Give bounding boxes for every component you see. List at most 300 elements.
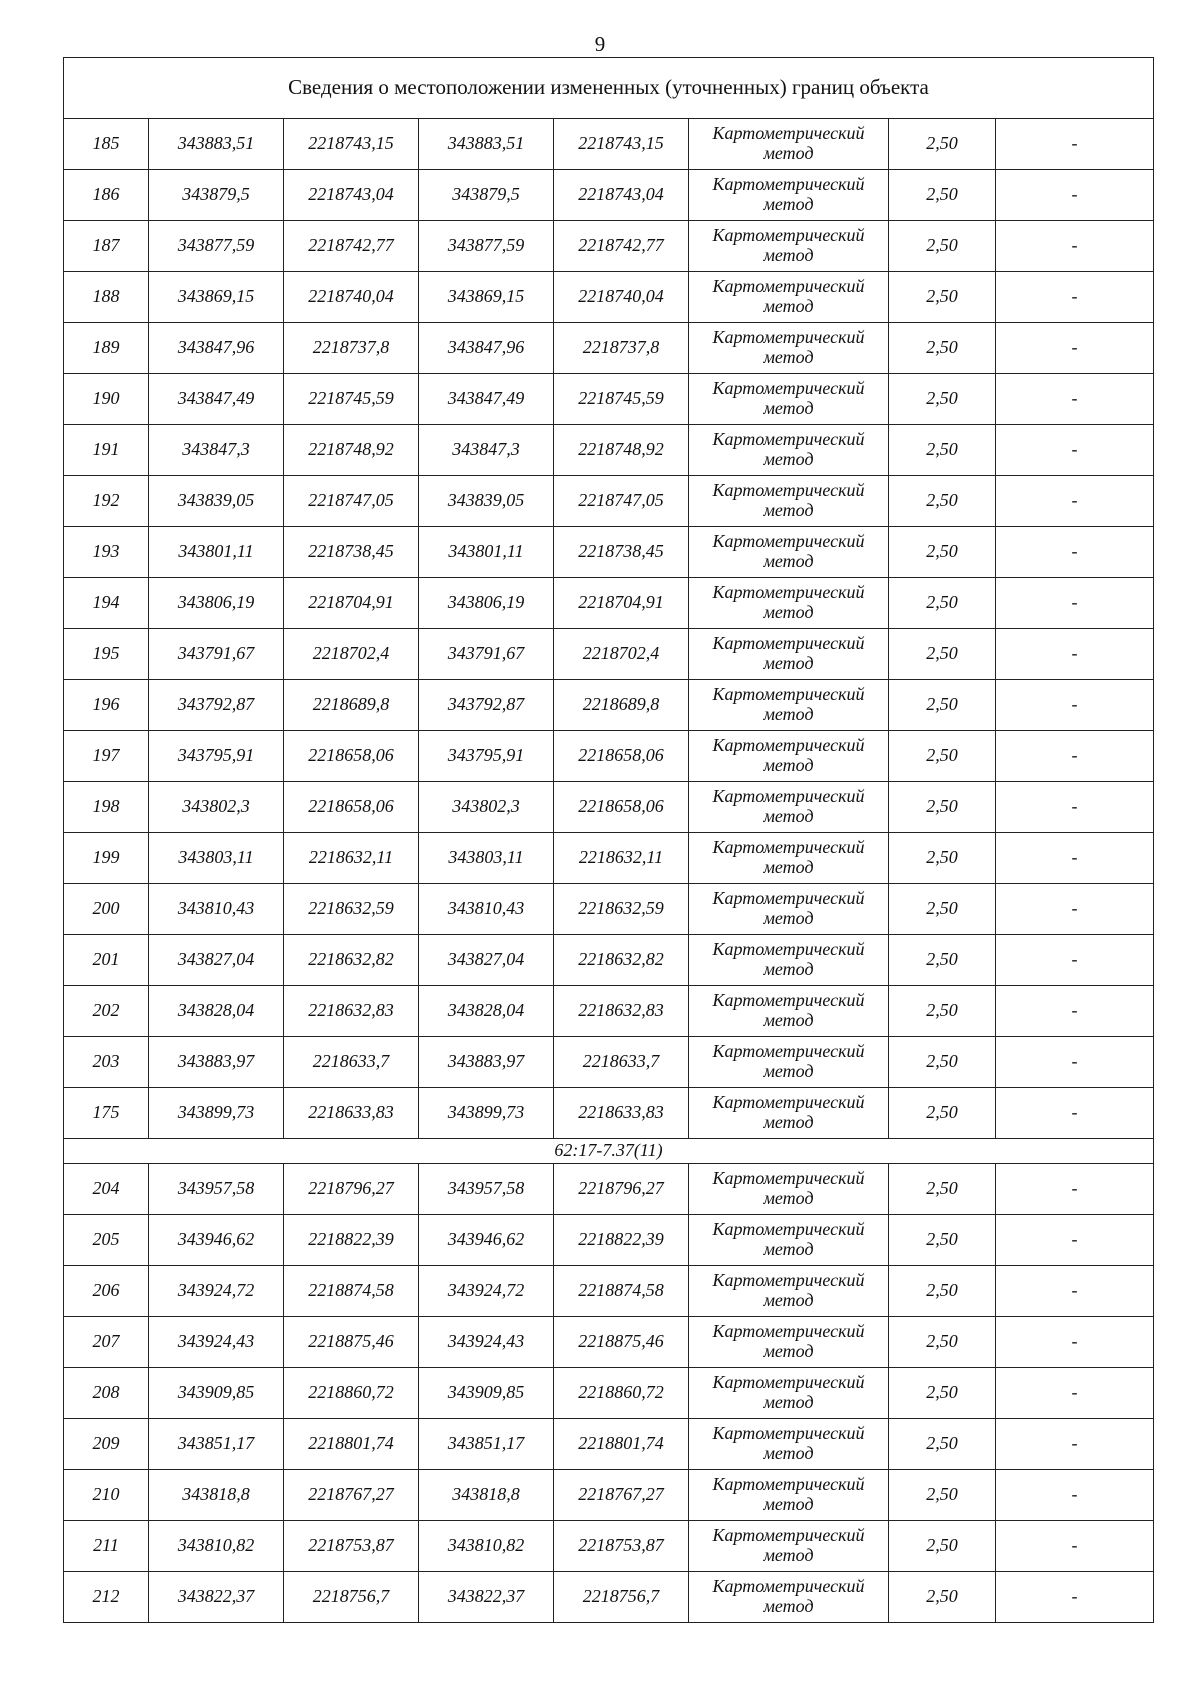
- point-number-cell: 186: [64, 170, 149, 221]
- method-line-1: Картометрический: [712, 1219, 865, 1240]
- method-line-1: Картометрический: [712, 1168, 865, 1189]
- y-existing-cell: 2218702,4: [284, 629, 419, 680]
- point-number-cell: 192: [64, 476, 149, 527]
- x-new-cell: 343803,11: [419, 833, 554, 884]
- point-number-cell: 204: [64, 1164, 149, 1215]
- x-new-cell: 343946,62: [419, 1215, 554, 1266]
- table-row: [64, 323, 1154, 374]
- method-line-1: Картометрический: [712, 174, 865, 195]
- table-row: [64, 1088, 1154, 1139]
- point-number-cell: 195: [64, 629, 149, 680]
- x-existing-cell: 343869,15: [149, 272, 284, 323]
- table-row: [64, 1317, 1154, 1368]
- method-line-2: метод: [763, 1188, 814, 1208]
- y-new-cell: 2218632,59: [554, 884, 689, 935]
- x-new-cell: 343827,04: [419, 935, 554, 986]
- x-new-cell: 343822,37: [419, 1572, 554, 1623]
- precision-cell: 2,50: [889, 578, 996, 629]
- method-cell: [689, 680, 889, 731]
- x-new-cell: 343883,51: [419, 119, 554, 170]
- x-new-cell: 343802,3: [419, 782, 554, 833]
- y-new-cell: 2218874,58: [554, 1266, 689, 1317]
- precision-cell: 2,50: [889, 629, 996, 680]
- point-number-cell: 206: [64, 1266, 149, 1317]
- x-existing-cell: 343801,11: [149, 527, 284, 578]
- method-line-1: Картометрический: [712, 429, 865, 450]
- note-cell: -: [996, 221, 1154, 272]
- table-row: [64, 629, 1154, 680]
- method-line-2: метод: [763, 500, 814, 520]
- method-line-1: Картометрический: [712, 123, 865, 144]
- precision-cell: 2,50: [889, 1368, 996, 1419]
- method-cell: [689, 1215, 889, 1266]
- y-existing-cell: 2218742,77: [284, 221, 419, 272]
- method-line-1: Картометрический: [712, 1372, 865, 1393]
- y-new-cell: 2218822,39: [554, 1215, 689, 1266]
- y-existing-cell: 2218658,06: [284, 782, 419, 833]
- x-existing-cell: 343792,87: [149, 680, 284, 731]
- method-line-1: Картометрический: [712, 1270, 865, 1291]
- note-cell: -: [996, 680, 1154, 731]
- table-row: [64, 731, 1154, 782]
- method-line-1: Картометрический: [712, 225, 865, 246]
- x-existing-cell: 343879,5: [149, 170, 284, 221]
- y-existing-cell: 2218745,59: [284, 374, 419, 425]
- precision-cell: 2,50: [889, 374, 996, 425]
- note-cell: -: [996, 782, 1154, 833]
- x-new-cell: 343883,97: [419, 1037, 554, 1088]
- precision-cell: 2,50: [889, 1037, 996, 1088]
- y-new-cell: 2218632,83: [554, 986, 689, 1037]
- y-new-cell: 2218633,83: [554, 1088, 689, 1139]
- y-new-cell: 2218738,45: [554, 527, 689, 578]
- table-row: [64, 374, 1154, 425]
- method-line-1: Картометрический: [712, 1525, 865, 1546]
- method-line-1: Картометрический: [712, 684, 865, 705]
- method-cell: [689, 884, 889, 935]
- method-cell: [689, 1088, 889, 1139]
- y-existing-cell: 2218743,15: [284, 119, 419, 170]
- precision-cell: 2,50: [889, 476, 996, 527]
- method-line-2: метод: [763, 602, 814, 622]
- y-new-cell: 2218743,15: [554, 119, 689, 170]
- x-existing-cell: 343924,72: [149, 1266, 284, 1317]
- method-cell: [689, 1317, 889, 1368]
- method-cell: [689, 476, 889, 527]
- precision-cell: 2,50: [889, 884, 996, 935]
- method-line-1: Картометрический: [712, 480, 865, 501]
- table-row: [64, 476, 1154, 527]
- x-existing-cell: 343791,67: [149, 629, 284, 680]
- y-existing-cell: 2218747,05: [284, 476, 419, 527]
- method-line-2: метод: [763, 551, 814, 571]
- point-number-cell: 197: [64, 731, 149, 782]
- x-new-cell: 343810,82: [419, 1521, 554, 1572]
- point-number-cell: 207: [64, 1317, 149, 1368]
- x-new-cell: 343828,04: [419, 986, 554, 1037]
- note-cell: -: [996, 425, 1154, 476]
- section-header-row: [64, 1139, 1154, 1164]
- table-body: [64, 58, 1154, 1623]
- method-cell: [689, 731, 889, 782]
- y-existing-cell: 2218689,8: [284, 680, 419, 731]
- note-cell: -: [996, 1419, 1154, 1470]
- method-cell: [689, 986, 889, 1037]
- y-existing-cell: 2218796,27: [284, 1164, 419, 1215]
- y-new-cell: 2218748,92: [554, 425, 689, 476]
- point-number-cell: 205: [64, 1215, 149, 1266]
- y-new-cell: 2218704,91: [554, 578, 689, 629]
- note-cell: -: [996, 629, 1154, 680]
- method-cell: [689, 1521, 889, 1572]
- note-cell: -: [996, 1266, 1154, 1317]
- note-cell: -: [996, 1572, 1154, 1623]
- point-number-cell: 201: [64, 935, 149, 986]
- cadastral-number: 62:17-7.37(11): [64, 1139, 1154, 1164]
- method-cell: [689, 527, 889, 578]
- precision-cell: 2,50: [889, 425, 996, 476]
- precision-cell: 2,50: [889, 119, 996, 170]
- method-line-1: Картометрический: [712, 990, 865, 1011]
- method-line-2: метод: [763, 1443, 814, 1463]
- table-row: [64, 1037, 1154, 1088]
- point-number-cell: 196: [64, 680, 149, 731]
- table-row: [64, 986, 1154, 1037]
- y-existing-cell: 2218633,83: [284, 1088, 419, 1139]
- method-line-2: метод: [763, 143, 814, 163]
- boundary-coordinates-table: [63, 57, 1154, 1623]
- x-existing-cell: 343847,96: [149, 323, 284, 374]
- method-line-2: метод: [763, 806, 814, 826]
- x-existing-cell: 343827,04: [149, 935, 284, 986]
- x-new-cell: 343909,85: [419, 1368, 554, 1419]
- table-row: [64, 527, 1154, 578]
- method-cell: [689, 119, 889, 170]
- x-existing-cell: 343946,62: [149, 1215, 284, 1266]
- precision-cell: 2,50: [889, 527, 996, 578]
- y-new-cell: 2218632,82: [554, 935, 689, 986]
- table-row: [64, 782, 1154, 833]
- note-cell: -: [996, 374, 1154, 425]
- y-new-cell: 2218753,87: [554, 1521, 689, 1572]
- table-row: [64, 935, 1154, 986]
- table-row: [64, 119, 1154, 170]
- point-number-cell: 175: [64, 1088, 149, 1139]
- method-line-1: Картометрический: [712, 531, 865, 552]
- y-new-cell: 2218767,27: [554, 1470, 689, 1521]
- precision-cell: 2,50: [889, 1521, 996, 1572]
- method-cell: [689, 1470, 889, 1521]
- table-row: [64, 170, 1154, 221]
- y-existing-cell: 2218767,27: [284, 1470, 419, 1521]
- note-cell: -: [996, 833, 1154, 884]
- method-line-2: метод: [763, 1061, 814, 1081]
- page-number: 9: [594, 32, 606, 56]
- point-number-cell: 188: [64, 272, 149, 323]
- method-line-2: метод: [763, 1392, 814, 1412]
- precision-cell: 2,50: [889, 782, 996, 833]
- y-existing-cell: 2218756,7: [284, 1572, 419, 1623]
- x-existing-cell: 343847,3: [149, 425, 284, 476]
- table-row: [64, 833, 1154, 884]
- x-new-cell: 343847,3: [419, 425, 554, 476]
- precision-cell: 2,50: [889, 1317, 996, 1368]
- y-existing-cell: 2218801,74: [284, 1419, 419, 1470]
- y-existing-cell: 2218632,11: [284, 833, 419, 884]
- note-cell: -: [996, 1037, 1154, 1088]
- y-new-cell: 2218658,06: [554, 782, 689, 833]
- method-line-1: Картометрический: [712, 1474, 865, 1495]
- method-cell: [689, 221, 889, 272]
- y-existing-cell: 2218875,46: [284, 1317, 419, 1368]
- method-line-2: метод: [763, 653, 814, 673]
- point-number-cell: 211: [64, 1521, 149, 1572]
- table-row: [64, 1215, 1154, 1266]
- method-line-2: метод: [763, 449, 814, 469]
- method-cell: [689, 1572, 889, 1623]
- y-new-cell: 2218801,74: [554, 1419, 689, 1470]
- x-new-cell: 343801,11: [419, 527, 554, 578]
- note-cell: -: [996, 935, 1154, 986]
- method-line-1: Картометрический: [712, 582, 865, 603]
- y-new-cell: 2218743,04: [554, 170, 689, 221]
- point-number-cell: 189: [64, 323, 149, 374]
- point-number-cell: 198: [64, 782, 149, 833]
- y-new-cell: 2218737,8: [554, 323, 689, 374]
- x-new-cell: 343924,43: [419, 1317, 554, 1368]
- table-title-row: [64, 58, 1154, 119]
- note-cell: -: [996, 1088, 1154, 1139]
- x-new-cell: 343851,17: [419, 1419, 554, 1470]
- y-new-cell: 2218702,4: [554, 629, 689, 680]
- x-new-cell: 343924,72: [419, 1266, 554, 1317]
- method-line-2: метод: [763, 1239, 814, 1259]
- method-cell: [689, 1164, 889, 1215]
- table-row: [64, 1368, 1154, 1419]
- x-existing-cell: 343839,05: [149, 476, 284, 527]
- x-new-cell: 343957,58: [419, 1164, 554, 1215]
- method-cell: [689, 1037, 889, 1088]
- table-row: [64, 221, 1154, 272]
- y-new-cell: 2218633,7: [554, 1037, 689, 1088]
- precision-cell: 2,50: [889, 170, 996, 221]
- x-existing-cell: 343795,91: [149, 731, 284, 782]
- point-number-cell: 194: [64, 578, 149, 629]
- y-new-cell: 2218860,72: [554, 1368, 689, 1419]
- method-line-2: метод: [763, 347, 814, 367]
- x-existing-cell: 343899,73: [149, 1088, 284, 1139]
- method-cell: [689, 374, 889, 425]
- precision-cell: 2,50: [889, 1419, 996, 1470]
- method-cell: [689, 1419, 889, 1470]
- method-line-2: метод: [763, 296, 814, 316]
- point-number-cell: 190: [64, 374, 149, 425]
- x-existing-cell: 343802,3: [149, 782, 284, 833]
- x-existing-cell: 343828,04: [149, 986, 284, 1037]
- x-new-cell: 343847,96: [419, 323, 554, 374]
- x-new-cell: 343806,19: [419, 578, 554, 629]
- table-row: [64, 884, 1154, 935]
- point-number-cell: 203: [64, 1037, 149, 1088]
- method-line-2: метод: [763, 857, 814, 877]
- point-number-cell: 193: [64, 527, 149, 578]
- method-line-2: метод: [763, 959, 814, 979]
- point-number-cell: 208: [64, 1368, 149, 1419]
- method-cell: [689, 1266, 889, 1317]
- note-cell: -: [996, 527, 1154, 578]
- table-row: [64, 425, 1154, 476]
- precision-cell: 2,50: [889, 1164, 996, 1215]
- x-new-cell: 343792,87: [419, 680, 554, 731]
- x-existing-cell: 343877,59: [149, 221, 284, 272]
- method-line-2: метод: [763, 398, 814, 418]
- method-cell: [689, 272, 889, 323]
- note-cell: -: [996, 476, 1154, 527]
- point-number-cell: 202: [64, 986, 149, 1037]
- note-cell: -: [996, 323, 1154, 374]
- y-new-cell: 2218632,11: [554, 833, 689, 884]
- x-new-cell: 343810,43: [419, 884, 554, 935]
- precision-cell: 2,50: [889, 1266, 996, 1317]
- precision-cell: 2,50: [889, 1470, 996, 1521]
- table-row: [64, 1164, 1154, 1215]
- y-existing-cell: 2218633,7: [284, 1037, 419, 1088]
- x-existing-cell: 343883,97: [149, 1037, 284, 1088]
- y-new-cell: 2218658,06: [554, 731, 689, 782]
- x-existing-cell: 343851,17: [149, 1419, 284, 1470]
- method-cell: [689, 1368, 889, 1419]
- precision-cell: 2,50: [889, 986, 996, 1037]
- table-row: [64, 272, 1154, 323]
- x-existing-cell: 343883,51: [149, 119, 284, 170]
- method-cell: [689, 170, 889, 221]
- method-line-2: метод: [763, 1010, 814, 1030]
- precision-cell: 2,50: [889, 731, 996, 782]
- y-existing-cell: 2218738,45: [284, 527, 419, 578]
- method-line-2: метод: [763, 194, 814, 214]
- note-cell: -: [996, 731, 1154, 782]
- method-line-1: Картометрический: [712, 837, 865, 858]
- note-cell: -: [996, 1521, 1154, 1572]
- method-line-2: метод: [763, 1290, 814, 1310]
- x-new-cell: 343795,91: [419, 731, 554, 782]
- y-existing-cell: 2218632,82: [284, 935, 419, 986]
- method-cell: [689, 629, 889, 680]
- y-existing-cell: 2218704,91: [284, 578, 419, 629]
- y-existing-cell: 2218658,06: [284, 731, 419, 782]
- method-cell: [689, 782, 889, 833]
- note-cell: -: [996, 1317, 1154, 1368]
- table-row: [64, 1419, 1154, 1470]
- y-new-cell: 2218745,59: [554, 374, 689, 425]
- x-existing-cell: 343909,85: [149, 1368, 284, 1419]
- y-new-cell: 2218740,04: [554, 272, 689, 323]
- x-existing-cell: 343803,11: [149, 833, 284, 884]
- table-title: Сведения о местоположении измененных (уточненных) границ объекта: [64, 58, 1154, 119]
- y-existing-cell: 2218632,83: [284, 986, 419, 1037]
- y-existing-cell: 2218748,92: [284, 425, 419, 476]
- precision-cell: 2,50: [889, 221, 996, 272]
- method-line-2: метод: [763, 1545, 814, 1565]
- note-cell: -: [996, 1215, 1154, 1266]
- precision-cell: 2,50: [889, 272, 996, 323]
- method-line-1: Картометрический: [712, 888, 865, 909]
- table-row: [64, 1572, 1154, 1623]
- method-cell: [689, 833, 889, 884]
- note-cell: -: [996, 272, 1154, 323]
- method-line-1: Картометрический: [712, 633, 865, 654]
- note-cell: -: [996, 1368, 1154, 1419]
- method-line-1: Картометрический: [712, 276, 865, 297]
- method-line-1: Картометрический: [712, 735, 865, 756]
- y-existing-cell: 2218822,39: [284, 1215, 419, 1266]
- y-existing-cell: 2218860,72: [284, 1368, 419, 1419]
- note-cell: -: [996, 1164, 1154, 1215]
- x-existing-cell: 343847,49: [149, 374, 284, 425]
- table-row: [64, 680, 1154, 731]
- x-existing-cell: 343822,37: [149, 1572, 284, 1623]
- point-number-cell: 210: [64, 1470, 149, 1521]
- point-number-cell: 209: [64, 1419, 149, 1470]
- y-new-cell: 2218689,8: [554, 680, 689, 731]
- method-cell: [689, 578, 889, 629]
- method-line-2: метод: [763, 1494, 814, 1514]
- point-number-cell: 191: [64, 425, 149, 476]
- x-new-cell: 343847,49: [419, 374, 554, 425]
- note-cell: -: [996, 986, 1154, 1037]
- method-line-1: Картометрический: [712, 1576, 865, 1597]
- method-line-1: Картометрический: [712, 327, 865, 348]
- y-existing-cell: 2218874,58: [284, 1266, 419, 1317]
- precision-cell: 2,50: [889, 680, 996, 731]
- method-cell: [689, 323, 889, 374]
- note-cell: -: [996, 119, 1154, 170]
- x-new-cell: 343877,59: [419, 221, 554, 272]
- y-new-cell: 2218742,77: [554, 221, 689, 272]
- y-existing-cell: 2218743,04: [284, 170, 419, 221]
- method-line-1: Картометрический: [712, 1423, 865, 1444]
- x-new-cell: 343879,5: [419, 170, 554, 221]
- precision-cell: 2,50: [889, 935, 996, 986]
- x-new-cell: 343839,05: [419, 476, 554, 527]
- method-line-2: метод: [763, 1341, 814, 1361]
- y-existing-cell: 2218737,8: [284, 323, 419, 374]
- x-existing-cell: 343818,8: [149, 1470, 284, 1521]
- x-existing-cell: 343810,82: [149, 1521, 284, 1572]
- precision-cell: 2,50: [889, 323, 996, 374]
- table-row: [64, 1470, 1154, 1521]
- method-line-1: Картометрический: [712, 1321, 865, 1342]
- note-cell: -: [996, 578, 1154, 629]
- method-line-2: метод: [763, 755, 814, 775]
- method-line-2: метод: [763, 908, 814, 928]
- method-line-1: Картометрический: [712, 1041, 865, 1062]
- table-row: [64, 1521, 1154, 1572]
- x-existing-cell: 343806,19: [149, 578, 284, 629]
- y-existing-cell: 2218632,59: [284, 884, 419, 935]
- note-cell: -: [996, 170, 1154, 221]
- y-new-cell: 2218756,7: [554, 1572, 689, 1623]
- method-line-2: метод: [763, 1112, 814, 1132]
- x-existing-cell: 343924,43: [149, 1317, 284, 1368]
- precision-cell: 2,50: [889, 1572, 996, 1623]
- method-cell: [689, 425, 889, 476]
- y-new-cell: 2218796,27: [554, 1164, 689, 1215]
- y-new-cell: 2218747,05: [554, 476, 689, 527]
- y-existing-cell: 2218740,04: [284, 272, 419, 323]
- y-new-cell: 2218875,46: [554, 1317, 689, 1368]
- point-number-cell: 199: [64, 833, 149, 884]
